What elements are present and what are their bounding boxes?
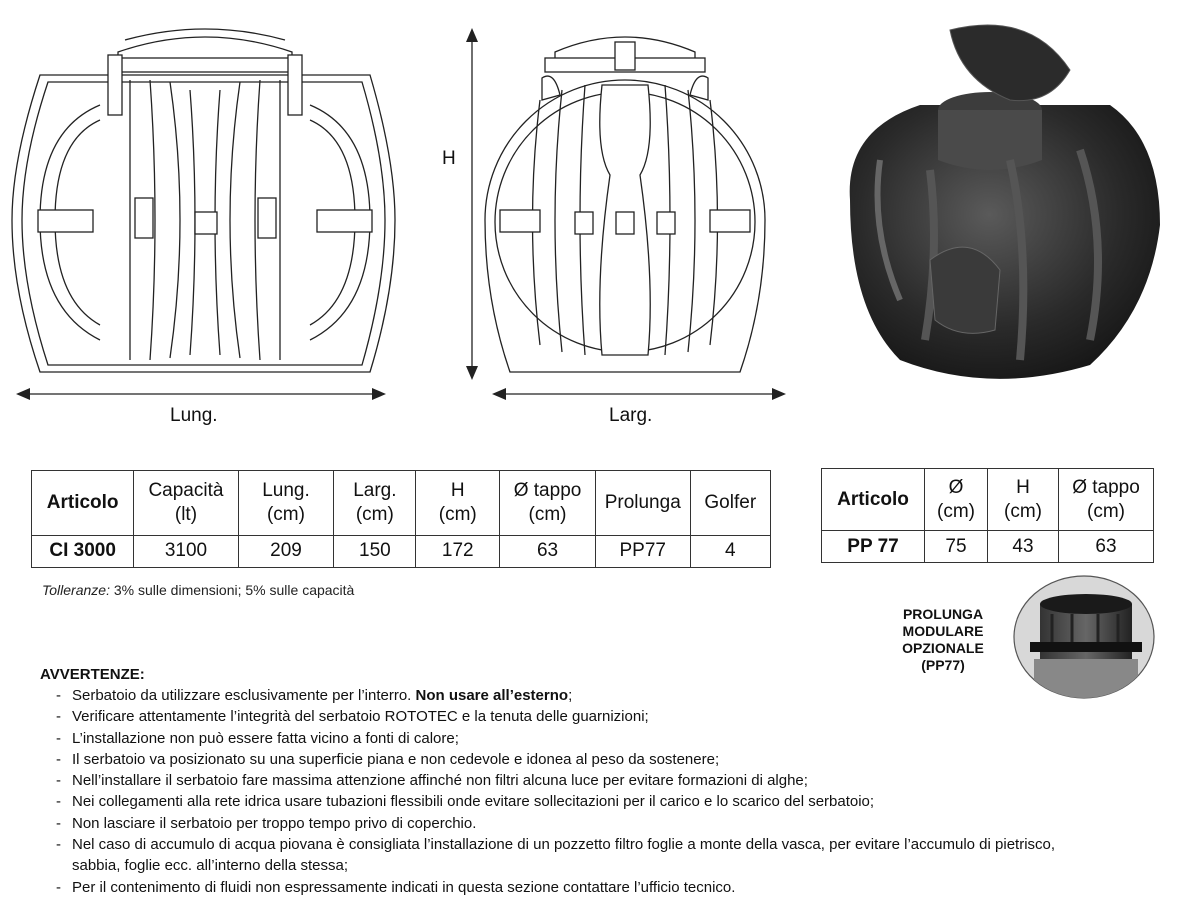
header-articolo: Articolo (32, 471, 134, 536)
warning-item: - Nel caso di accumulo di acqua piovana è consigliata l’installazione di un pozzetto filtro foglie a monte della vasca, per evitare l’accumulo di pietrisco, sabbia, foglie ecc. all’interno della stessa; (56, 834, 1072, 877)
cell-golfer: 4 (690, 535, 770, 567)
main-spec-table (31, 470, 771, 568)
warning-item: - Serbatoio da utilizzare esclusivamente per l’interro. Non usare all’esterno; (56, 685, 1156, 706)
tolerance-note (42, 582, 354, 598)
warnings-title: AVVERTENZE: (40, 666, 145, 683)
tank-3d-render (830, 10, 1170, 390)
header-capacita: Capacità (lt) (134, 471, 238, 536)
header-golfer: Golfer (690, 471, 770, 536)
length-dimension-label: Lung. (170, 405, 218, 426)
ext-header-articolo: Articolo (822, 469, 925, 531)
ext-header-diametro: Ø (cm) (925, 469, 988, 531)
header-prolunga: Prolunga (595, 471, 690, 536)
warning-item: - Non lasciare il serbatoio per troppo tempo privo di coperchio. (56, 813, 1156, 834)
cell-capacita: 3100 (134, 535, 238, 567)
warning-item: - Per il contenimento di fluidi non espressamente indicati in questa sezione contattare l’ufficio tecnico. (56, 877, 1156, 898)
warnings-list (56, 685, 1156, 898)
cell-h: 172 (416, 535, 500, 567)
ext-cell-h: 43 (988, 531, 1059, 563)
optional-extension-label: PROLUNGA MODULARE OPZIONALE (PP77) (902, 606, 984, 673)
warning-item: - Verificare attentamente l’integrità del serbatoio ROTOTEC e la tenuta delle guarnizioni; (56, 706, 1156, 727)
header-larg: Larg. (cm) (334, 471, 416, 536)
tank-side-view-drawing (430, 0, 790, 440)
tank-front-view-drawing (0, 0, 400, 440)
warning-item: - Nei collegamenti alla rete idrica usare tubazioni flessibili onde evitare sollecitazioni per il carico e lo scarico del serbatoio; (56, 791, 1156, 812)
extension-photo (1012, 574, 1156, 700)
ext-cell-tappo: 63 (1059, 531, 1154, 563)
warning-item: - Il serbatoio va posizionato su una superficie piana e non cedevole e idonea al peso da sostenere; (56, 749, 1156, 770)
cell-articolo: CI 3000 (32, 535, 134, 567)
header-lung: Lung. (cm) (238, 471, 334, 536)
height-dimension-label: H (442, 148, 456, 169)
ext-cell-diametro: 75 (925, 531, 988, 563)
cell-prolunga: PP77 (595, 535, 690, 567)
cell-larg: 150 (334, 535, 416, 567)
extension-spec-table (821, 468, 1154, 563)
tolerance-text: 3% sulle dimensioni; 5% sulle capacità (109, 582, 355, 598)
ext-header-tappo: Ø tappo (cm) (1059, 469, 1154, 531)
header-tappo: Ø tappo (cm) (500, 471, 596, 536)
cell-tappo: 63 (500, 535, 596, 567)
tolerance-label: Tolleranze: (42, 582, 110, 598)
warning-item: - L’installazione non può essere fatta vicino a fonti di calore; (56, 728, 1156, 749)
header-h: H (cm) (416, 471, 500, 536)
ext-header-h: H (cm) (988, 469, 1059, 531)
cell-lung: 209 (238, 535, 334, 567)
width-dimension-label: Larg. (609, 405, 653, 426)
ext-cell-articolo: PP 77 (822, 531, 925, 563)
warning-item: - Nell’installare il serbatoio fare massima attenzione affinché non filtri alcuna luce per evitare formazioni di alghe; (56, 770, 1156, 791)
